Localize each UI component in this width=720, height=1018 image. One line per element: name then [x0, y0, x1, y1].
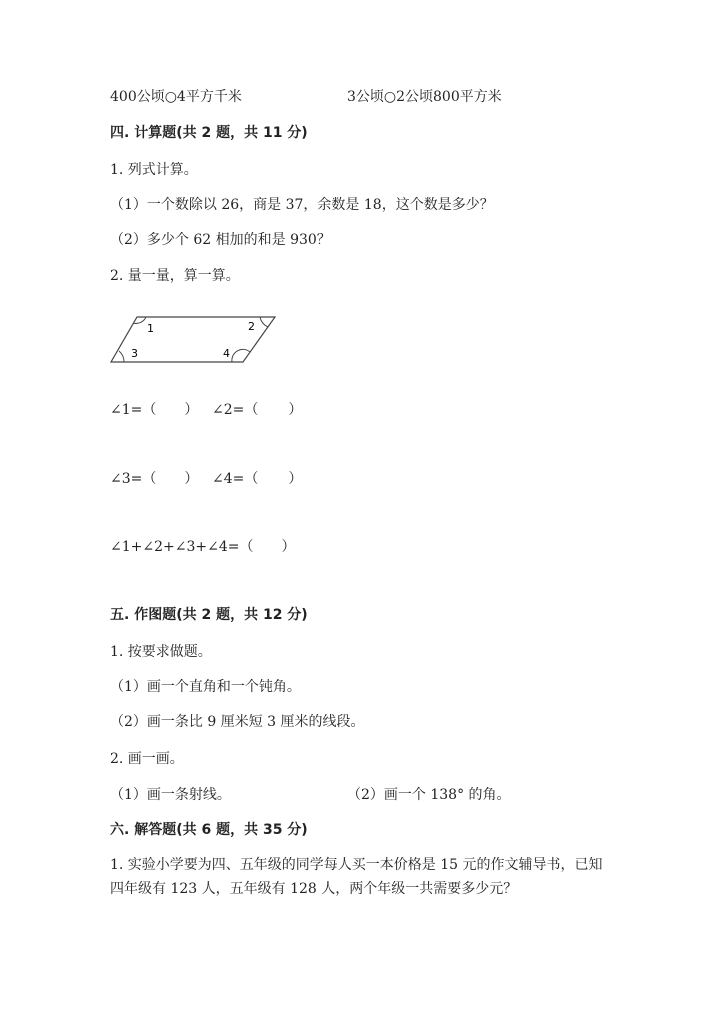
angle-sum-prefix: ∠1+∠2+∠3+∠4=（ — [110, 539, 254, 555]
s5-q1-part1: （1）画一个直角和一个钝角。 — [110, 679, 301, 695]
angle3-prefix: ∠3=（ — [110, 471, 157, 487]
angle2-label: 2 — [248, 320, 255, 333]
angle4-prefix: ∠4=（ — [212, 471, 259, 487]
angle1-answer — [110, 401, 198, 419]
angle1-close: ） — [184, 402, 199, 418]
s6-q1-line1: 1. 实验小学要为四、五年级的同学每人买一本价格是 15 元的作文辅导书，已知 — [110, 857, 603, 873]
angle2-answer — [212, 401, 302, 419]
angle3-close: ） — [184, 471, 199, 487]
angle3-label: 3 — [131, 347, 138, 360]
section5-title: 五. 作图题(共 2 题，共 12 分) — [110, 607, 308, 623]
parallelogram-figure — [105, 310, 285, 370]
angle1-label: 1 — [147, 322, 154, 335]
angle2-close: ） — [288, 402, 303, 418]
angle2-prefix: ∠2=（ — [212, 402, 259, 418]
s5-q2-title: 2. 画一画。 — [110, 751, 184, 767]
compare-left: 400公顷○4平方千米 — [110, 89, 242, 105]
angle4-close: ） — [288, 471, 303, 487]
compare-right: 3公顷○2公顷800平方米 — [347, 89, 502, 105]
s4-q1-title: 1. 列式计算。 — [110, 162, 198, 178]
angle4-answer — [212, 470, 302, 488]
angle1-prefix: ∠1=（ — [110, 402, 157, 418]
angle4-label: 4 — [223, 347, 230, 360]
angle-sum-answer — [110, 538, 295, 556]
s6-q1-line2: 四年级有 123 人，五年级有 128 人，两个年级一共需要多少元？ — [110, 881, 518, 897]
s4-q1-part1: （1）一个数除以 26，商是 37，余数是 18，这个数是多少？ — [110, 197, 494, 213]
s5-q2-part2: （2）画一个 138° 的角。 — [347, 787, 511, 803]
angle2-arc — [260, 317, 268, 327]
s5-q1-part2: （2）画一条比 9 厘米短 3 厘米的线段。 — [110, 714, 365, 730]
section6-title: 六. 解答题(共 6 题，共 35 分) — [110, 822, 308, 838]
angle-sum-close: ） — [281, 539, 296, 555]
s5-q2-part1: （1）画一条射线。 — [110, 787, 231, 803]
section4-title: 四. 计算题(共 2 题，共 11 分) — [110, 125, 308, 141]
angle3-answer — [110, 470, 198, 488]
angle3-arc — [119, 351, 124, 362]
s4-q1-part2: （2）多少个 62 相加的和是 930？ — [110, 232, 331, 248]
s4-q2-title: 2. 量一量，算一算。 — [110, 268, 240, 284]
s5-q1-title: 1. 按要求做题。 — [110, 644, 212, 660]
